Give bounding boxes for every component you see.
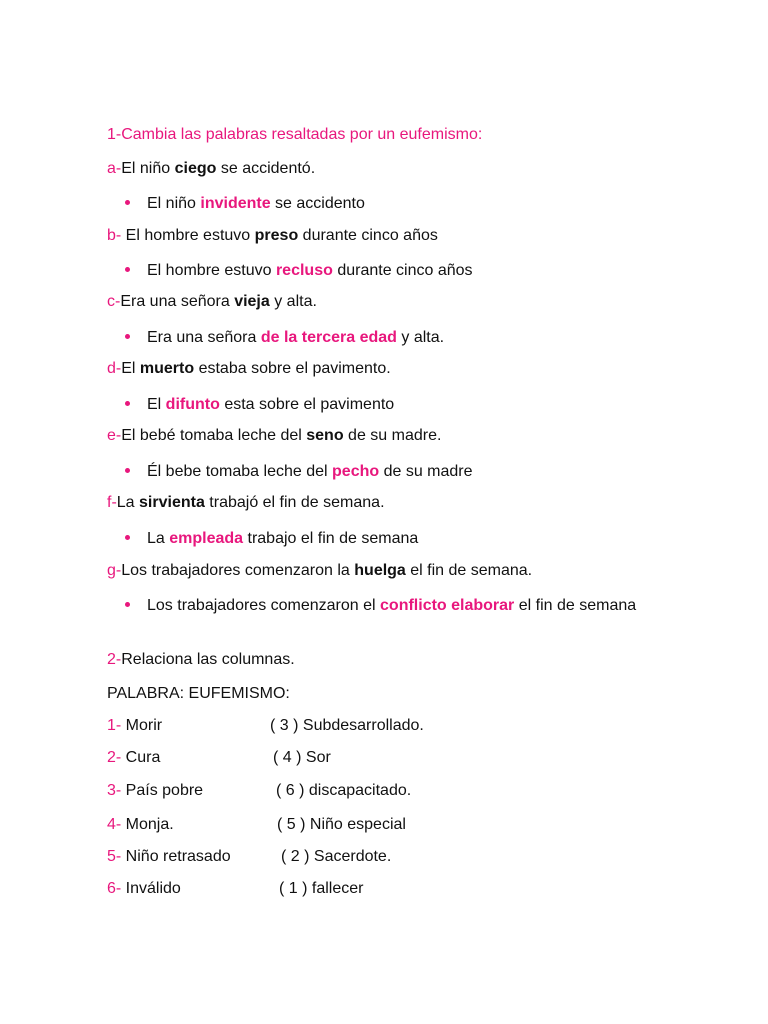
question-text: se accidentó. <box>216 160 316 177</box>
highlighted-word: ciego <box>174 160 217 177</box>
row-word: Morir <box>121 717 163 734</box>
row-match: ( 3 ) Subdesarrollado. <box>270 717 424 734</box>
bullet-icon <box>125 535 130 540</box>
answer-text: La <box>147 530 170 547</box>
question-a <box>107 159 315 179</box>
question-text: El niño <box>121 160 175 177</box>
row-number: 2- <box>107 749 122 766</box>
answer-text: El <box>147 396 166 413</box>
question-f <box>107 493 385 513</box>
row-word: Inválido <box>121 880 181 897</box>
euphemism-word: empleada <box>169 530 244 547</box>
answer-text: El niño <box>147 195 201 212</box>
euphemism-word: difunto <box>165 396 220 413</box>
answer-text: Él bebe tomaba leche del <box>147 463 333 480</box>
question-letter: b- <box>107 227 122 244</box>
question-letter: c- <box>107 293 121 310</box>
row-number: 4- <box>107 816 122 833</box>
question-e <box>107 426 441 446</box>
section-number: 2- <box>107 651 122 668</box>
highlighted-word: preso <box>254 227 299 244</box>
question-letter: f- <box>107 494 117 511</box>
question-text: el fin de semana. <box>405 562 533 579</box>
question-text: de su madre. <box>343 427 442 444</box>
answer-text: esta sobre el pavimento <box>219 396 395 413</box>
row-word: Niño retrasado <box>121 848 231 865</box>
row-match: ( 5 ) Niño especial <box>277 816 406 833</box>
bullet-icon <box>125 401 130 406</box>
euphemism-word: recluso <box>275 262 333 279</box>
row-match: ( 2 ) Sacerdote. <box>281 848 392 865</box>
answer-text: Los trabajadores comenzaron el <box>147 597 381 614</box>
euphemism-word: invidente <box>200 195 271 212</box>
row-match: ( 1 ) fallecer <box>279 880 364 897</box>
row-word: País pobre <box>121 782 204 799</box>
question-text: La <box>116 494 140 511</box>
question-text: El bebé tomaba leche del <box>121 427 307 444</box>
highlighted-word: huelga <box>354 562 406 579</box>
question-text: estaba sobre el pavimento. <box>194 360 391 377</box>
question-text: durante cinco años <box>298 227 438 244</box>
question-text: y alta. <box>269 293 317 310</box>
euphemism-word: pecho <box>332 463 380 480</box>
highlighted-word: vieja <box>234 293 270 310</box>
question-text: El <box>121 360 140 377</box>
question-text: El hombre estuvo <box>121 227 255 244</box>
question-letter: a- <box>107 160 122 177</box>
answer-text: trabajo el fin de semana <box>243 530 419 547</box>
highlighted-word: seno <box>306 427 344 444</box>
row-number: 1- <box>107 717 122 734</box>
row-word: Monja. <box>121 816 174 833</box>
euphemism-word: conflicto elaborar <box>380 597 515 614</box>
answer-text: y alta. <box>396 329 445 346</box>
question-b <box>107 226 438 246</box>
euphemism-word: de la tercera edad <box>260 329 397 346</box>
question-text: Era una señora <box>120 293 235 310</box>
row-number: 3- <box>107 782 122 799</box>
bullet-icon <box>125 267 130 272</box>
bullet-icon <box>125 468 130 473</box>
answer-text: se accidento <box>270 195 365 212</box>
question-text: trabajó el fin de semana. <box>204 494 385 511</box>
answer-text: durante cinco años <box>332 262 473 279</box>
question-c <box>107 292 317 312</box>
answer-text: de su madre <box>379 463 473 480</box>
row-match: ( 4 ) Sor <box>273 749 331 766</box>
columns-header: PALABRA: EUFEMISMO: <box>107 685 290 702</box>
bullet-icon <box>125 334 130 339</box>
question-text: Los trabajadores comenzaron la <box>121 562 355 579</box>
highlighted-word: muerto <box>139 360 195 377</box>
question-letter: e- <box>107 427 122 444</box>
row-match: ( 6 ) discapacitado. <box>276 782 412 799</box>
question-letter: g- <box>107 562 122 579</box>
row-word: Cura <box>121 749 161 766</box>
section2-heading <box>107 650 295 670</box>
answer-text: el fin de semana <box>514 597 637 614</box>
section1-heading: 1-Cambia las palabras resaltadas por un eufemismo: <box>107 126 483 143</box>
question-letter: d- <box>107 360 122 377</box>
question-g <box>107 561 532 581</box>
row-number: 6- <box>107 880 122 897</box>
bullet-icon <box>125 602 130 607</box>
question-d <box>107 359 391 379</box>
answer-text: Era una señora <box>147 329 261 346</box>
section-title: Relaciona las columnas. <box>121 651 295 668</box>
answer-text: El hombre estuvo <box>147 262 276 279</box>
bullet-icon <box>125 200 130 205</box>
row-number: 5- <box>107 848 122 865</box>
highlighted-word: sirvienta <box>139 494 205 511</box>
